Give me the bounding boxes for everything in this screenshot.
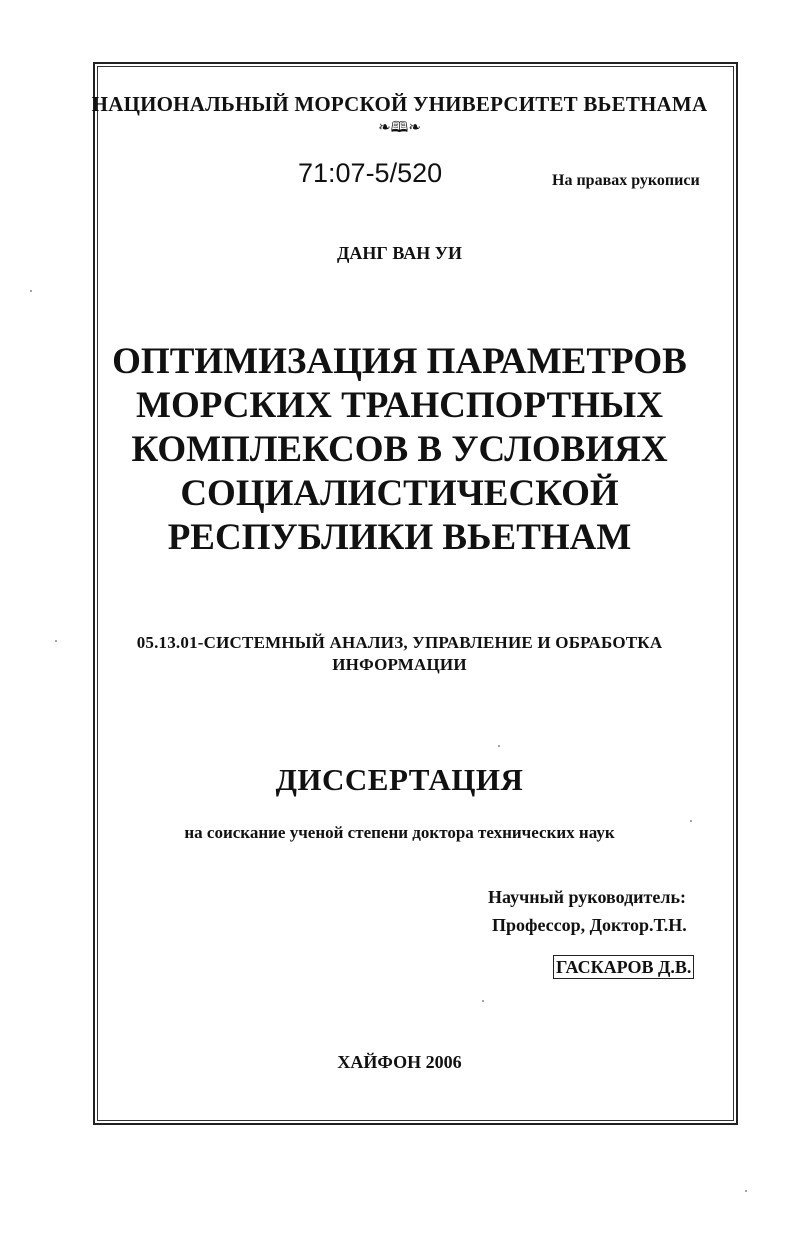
university-name: НАЦИОНАЛЬНЫЙ МОРСКОЙ УНИВЕРСИТЕТ ВЬЕТНАМА	[91, 92, 708, 116]
supervisor-title: Профессор, Доктор.Т.Н.	[492, 915, 687, 935]
book-ornament-icon: ❧🕮❧	[378, 120, 421, 136]
scan-speck	[690, 820, 692, 822]
author-name: ДАНГ ВАН УИ	[337, 243, 462, 263]
scan-speck	[745, 1190, 747, 1192]
title-line: МОРСКИХ ТРАНСПОРТНЫХ	[136, 385, 663, 426]
title-line: КОМПЛЕКСОВ В УСЛОВИЯХ	[131, 429, 668, 470]
specialty-line: ИНФОРМАЦИИ	[332, 655, 467, 674]
dissertation-title	[0, 340, 799, 560]
title-line: СОЦИАЛИСТИЧЕСКОЙ	[180, 473, 619, 514]
document-type: ДИССЕРТАЦИЯ	[275, 762, 524, 797]
document-code: 71:07-5/520	[298, 158, 443, 188]
place-year: ХАЙФОН 2006	[337, 1052, 462, 1072]
scan-speck	[30, 290, 32, 292]
supervisor-label: Научный руководитель:	[488, 887, 686, 907]
title-line: ОПТИМИЗАЦИЯ ПАРАМЕТРОВ	[112, 341, 687, 382]
scan-speck	[55, 640, 57, 642]
rights-note: На правах рукописи	[552, 172, 700, 189]
scan-speck	[498, 745, 500, 747]
specialty	[0, 632, 799, 676]
scan-speck	[482, 1000, 484, 1002]
title-line: РЕСПУБЛИКИ ВЬЕТНАМ	[167, 517, 632, 558]
supervisor-name: ГАСКАРОВ Д.В.	[553, 955, 694, 979]
degree-statement: на соискание ученой степени доктора технических наук	[184, 823, 615, 842]
specialty-line: 05.13.01-СИСТЕМНЫЙ АНАЛИЗ, УПРАВЛЕНИЕ И ОБРАБОТКА	[136, 633, 663, 652]
